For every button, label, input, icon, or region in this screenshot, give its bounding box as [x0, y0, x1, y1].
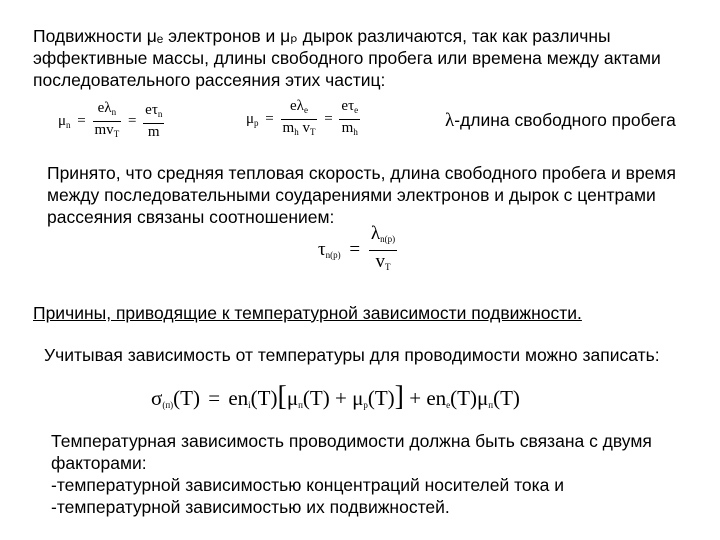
factors-line-4: -температурной зависимостью их подвижностей.: [51, 497, 450, 517]
section-heading: Причины, приводящие к температурной зависимости подвижности.: [33, 303, 582, 323]
factors-line-2: факторами:: [51, 453, 147, 473]
formula-mu-n: $\mu_n$ = $\frac{e\lambda_n}{mv_T}$ = $\frac{e\tau_n}{m}$: [58, 100, 163, 140]
lambda-symbol: λ: [445, 110, 455, 131]
relation-line-2: между последовательными соударениями электронов и дырок с центрами: [47, 185, 656, 205]
lambda-note-text: -длина свободного пробега: [454, 110, 676, 130]
formula-tau: $\tau_{n(p)}$ = $\frac{\lambda_{n(p)}}{v_T}$: [318, 223, 396, 272]
factors-line-1: Температурная зависимость проводимости должна быть связана с двумя: [51, 431, 652, 451]
formula-sigma: $\sigma_{(п)}(T) = en_i(T)[\mu_п(T) + \mu_p(T)] + en_e(T)\mu_п(T)$: [151, 381, 520, 412]
relation-line-3: рассеяния связаны соотношением:: [47, 207, 335, 227]
formula-mu-p: $\mu_p$ = $\frac{e\lambda_e}{m_h v_T}$ = $\frac{e\tau_e}{m_h}$: [246, 98, 359, 137]
factors-line-3: -температурной зависимостью концентраций носителей тока и: [51, 475, 565, 495]
conductivity-intro: Учитывая зависимость от температуры для проводимости можно записать:: [44, 345, 660, 365]
lambda-note: [445, 110, 676, 131]
intro-line-3: последовательного рассеяния этих частиц:: [33, 70, 386, 90]
intro-line-1: Подвижности μₑ электронов и μₚ дырок различаются, так как различны: [33, 26, 611, 46]
relation-line-1: Принято, что средняя тепловая скорость, длина свободного пробега и время: [47, 163, 676, 183]
intro-line-2: эффективные массы, длины свободного пробега или времена между актами: [33, 48, 661, 68]
